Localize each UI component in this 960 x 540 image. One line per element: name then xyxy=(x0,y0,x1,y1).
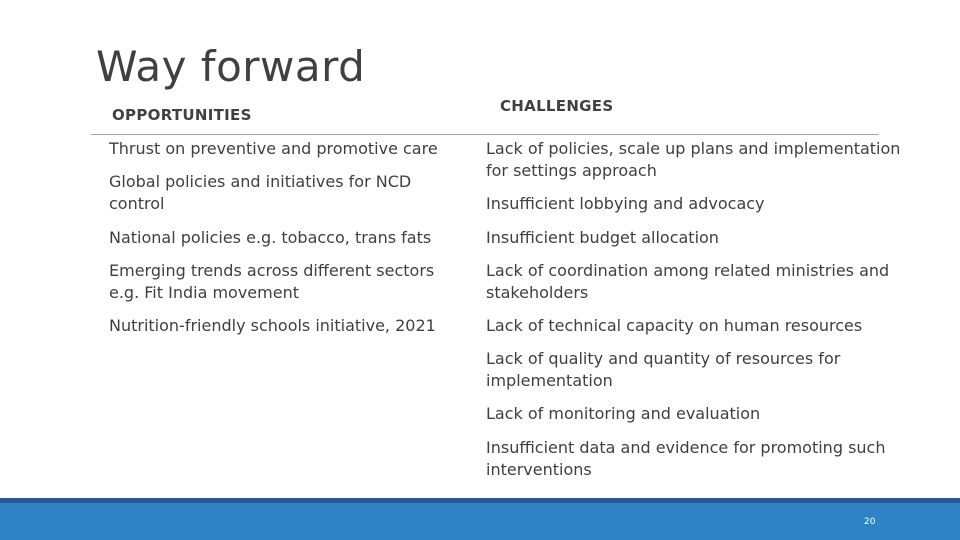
footer-bar xyxy=(0,503,960,540)
list-item: Emerging trends across different sectors e.g. Fit India movement xyxy=(109,261,435,302)
challenges-list xyxy=(486,138,906,481)
list-item: Lack of technical capacity on human resources xyxy=(486,316,863,335)
challenges-heading: CHALLENGES xyxy=(500,97,614,115)
list-item: Insufficient lobbying and advocacy xyxy=(486,194,765,213)
list-item: Lack of monitoring and evaluation xyxy=(486,404,761,423)
list-item: Global policies and initiatives for NCD control xyxy=(109,172,412,213)
list-item: Thrust on preventive and promotive care xyxy=(109,139,438,158)
opportunities-heading: OPPORTUNITIES xyxy=(112,106,252,124)
header-divider xyxy=(91,134,879,135)
list-item: Lack of coordination among related ministries and stakeholders xyxy=(486,261,890,302)
list-item: Insufficient data and evidence for promoting such interventions xyxy=(486,438,886,479)
list-item: Lack of quality and quantity of resources for implementation xyxy=(486,349,841,390)
list-item: National policies e.g. tobacco, trans fats xyxy=(109,228,432,247)
slide-title: Way forward xyxy=(96,42,366,91)
list-item: Lack of policies, scale up plans and implementation for settings approach xyxy=(486,139,901,180)
list-item: Nutrition-friendly schools initiative, 2021 xyxy=(109,316,436,335)
opportunities-list xyxy=(109,138,459,337)
list-item: Insufficient budget allocation xyxy=(486,228,719,247)
page-number: 20 xyxy=(864,517,876,527)
